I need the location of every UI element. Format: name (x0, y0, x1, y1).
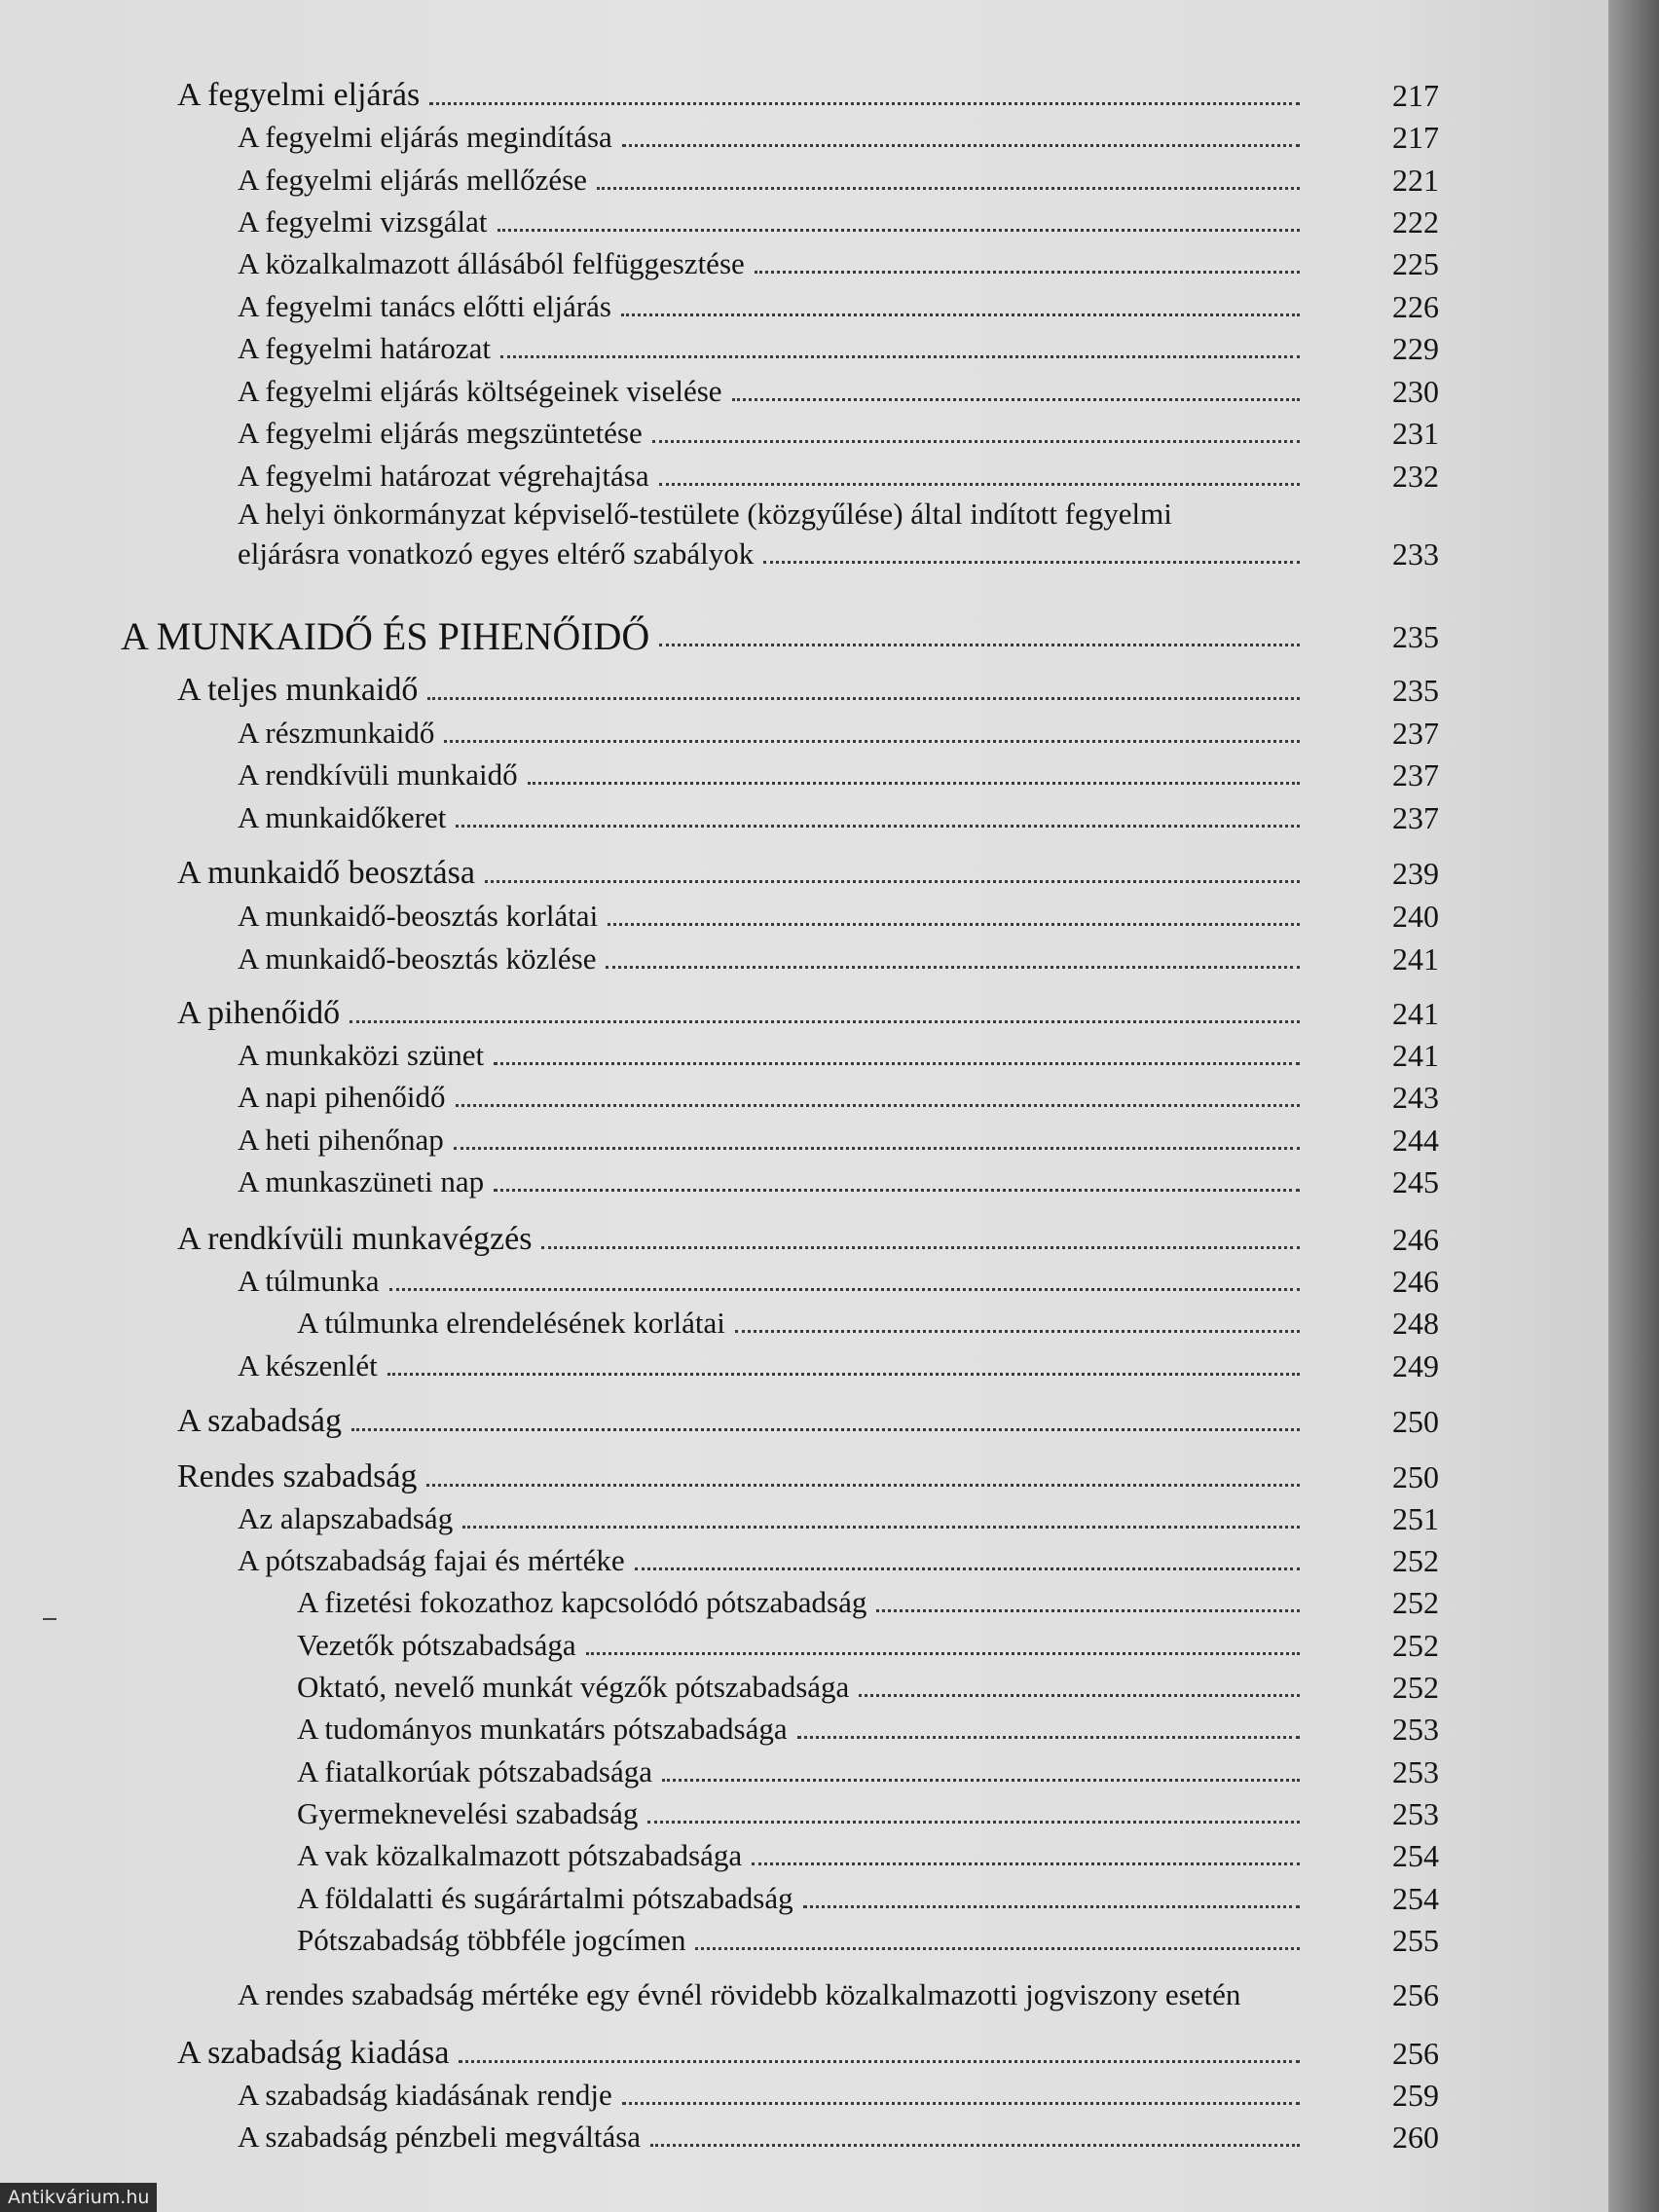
leader-dots (752, 1862, 1300, 1865)
toc-entry-page-number: 226 (1392, 289, 1439, 324)
toc-entry[interactable] (0, 1122, 1608, 1159)
toc-entry[interactable] (0, 1163, 1608, 1200)
leader-dots (456, 1104, 1300, 1107)
toc-entry[interactable] (0, 2119, 1608, 2156)
toc-entry-page-number: 217 (1392, 120, 1439, 155)
page-edge-shadow (1608, 0, 1659, 2212)
toc-entry[interactable] (0, 162, 1608, 199)
toc-entry[interactable] (0, 614, 1608, 658)
toc-entry-title: A munkaidő-beosztás korlátai (238, 899, 599, 933)
toc-entry[interactable] (0, 1627, 1608, 1664)
toc-entry-title: A MUNKAIDŐ ÉS PIHENŐIDŐ (121, 614, 650, 658)
toc-entry-page-number: 239 (1392, 856, 1439, 891)
leader-dots (606, 966, 1300, 969)
toc-entry-page-number: 237 (1392, 800, 1439, 835)
leader-dots (498, 229, 1300, 232)
toc-entry-page-number: 251 (1392, 1501, 1439, 1536)
leader-dots (541, 1246, 1300, 1249)
toc-entry[interactable] (0, 1458, 1608, 1495)
leader-dots (803, 1905, 1300, 1908)
leader-dots (485, 880, 1300, 883)
toc-entry-title: A munkaközi szünet (238, 1038, 485, 1072)
toc-entry[interactable] (0, 1922, 1608, 1959)
toc-entry-title: A földalatti és sugárártalmi pótszabadság (297, 1881, 793, 1915)
toc-entry[interactable] (0, 77, 1608, 114)
toc-entry-title: A tudományos munkatárs pótszabadsága (297, 1712, 788, 1746)
toc-entry-title: A fegyelmi eljárás költségeinek viselése (238, 374, 722, 408)
toc-entry-title: Oktató, nevelő munkát végzők pótszabadsága (297, 1670, 850, 1704)
toc-entry-title: A napi pihenőidő (238, 1080, 446, 1114)
toc-entry-page-number: 248 (1392, 1306, 1439, 1341)
toc-entry-title: A szabadság (177, 1403, 343, 1439)
leader-dots (732, 398, 1300, 401)
toc-entry[interactable] (0, 2077, 1608, 2114)
toc-entry-title: A vak közalkalmazott pótszabadsága (297, 1838, 743, 1872)
toc-entry-title: A munkaszüneti nap (238, 1164, 485, 1198)
leader-dots (650, 2144, 1300, 2147)
toc-entry-page-number: 246 (1392, 1264, 1439, 1299)
toc-entry-title: A fegyelmi határozat (238, 331, 491, 365)
toc-entry[interactable] (0, 330, 1608, 367)
leader-dots (876, 1609, 1300, 1612)
toc-entry-page-number: 260 (1392, 2120, 1439, 2155)
toc-entry-page-number: 259 (1392, 2078, 1439, 2113)
toc-entry-title: A teljes munkaidő (177, 672, 419, 708)
toc-entry-page-number: 256 (1392, 2036, 1439, 2071)
toc-entry-page-number: 222 (1392, 204, 1439, 240)
toc-entry[interactable] (0, 458, 1608, 495)
toc-entry-page-number: 217 (1392, 78, 1439, 113)
toc-entry-page-number: 225 (1392, 246, 1439, 281)
toc-entry-page-number: 255 (1392, 1923, 1439, 1958)
leader-dots (426, 1484, 1300, 1487)
toc-entry-title: A készenlét (238, 1348, 378, 1382)
toc-entry[interactable] (0, 1584, 1608, 1621)
toc-entry-title: A fegyelmi tanács előtti eljárás (238, 289, 611, 323)
toc-entry-page-number: 233 (1392, 536, 1439, 571)
toc-entry[interactable] (0, 535, 1608, 572)
toc-entry-page-number: 231 (1392, 416, 1439, 451)
leader-dots (387, 1373, 1300, 1376)
toc-entry-page-number: 229 (1392, 331, 1439, 366)
toc-entry[interactable] (0, 799, 1608, 836)
leader-dots (622, 144, 1300, 147)
toc-entry[interactable] (0, 415, 1608, 452)
toc-entry-title: A részmunkaidő (238, 716, 435, 750)
leader-dots (454, 1147, 1300, 1150)
toc-entry[interactable] (0, 1669, 1608, 1706)
toc-entry-title: A szabadság kiadásának rendje (238, 2078, 612, 2112)
leader-dots (859, 1694, 1300, 1697)
toc-entry[interactable] (0, 1079, 1608, 1116)
leader-dots (755, 271, 1300, 274)
toc-entry-page-number: 221 (1392, 163, 1439, 198)
leader-dots (462, 1526, 1300, 1529)
toc-entry[interactable] (0, 373, 1608, 410)
toc-entry-page-number: 235 (1392, 619, 1439, 654)
toc-entry-title: A fegyelmi vizsgálat (238, 204, 488, 239)
leader-dots (597, 187, 1300, 190)
toc-entry[interactable] (0, 1263, 1608, 1300)
leader-dots (444, 740, 1300, 743)
toc-entry-page-number: 237 (1392, 757, 1439, 793)
toc-entry-title: A túlmunka (238, 1264, 380, 1298)
toc-entry[interactable] (0, 1795, 1608, 1832)
toc-entry-title: A közalkalmazott állásából felfüggesztése (238, 246, 745, 280)
leader-dots (647, 1821, 1300, 1824)
toc-entry[interactable] (0, 940, 1608, 977)
toc-entry-title: A fegyelmi eljárás (177, 77, 421, 113)
toc-entry[interactable] (0, 1347, 1608, 1384)
toc-entry-page-number: 253 (1392, 1754, 1439, 1789)
leader-dots (621, 313, 1300, 316)
toc-entry-page-number: 254 (1392, 1838, 1439, 1873)
leader-dots (427, 697, 1300, 700)
leader-dots (456, 825, 1300, 828)
toc-entry-title: A rendkívüli munkavégzés (177, 1221, 533, 1257)
leader-dots (659, 644, 1300, 646)
toc-entry-title-cont: eljárásra vonatkozó egyes eltérő szabályok (238, 536, 755, 571)
toc-entry-page-number: 235 (1392, 673, 1439, 708)
toc-entry-page-number: 246 (1392, 1222, 1439, 1257)
toc-entry[interactable] (0, 245, 1608, 282)
toc-entry[interactable] (0, 1500, 1608, 1537)
toc-entry[interactable] (0, 756, 1608, 793)
toc-entry-title: A munkaidőkeret (238, 800, 447, 834)
toc-entry[interactable] (0, 672, 1608, 709)
page-mark (43, 1618, 56, 1620)
leader-dots (797, 1736, 1300, 1739)
toc-entry-page-number: 250 (1392, 1459, 1439, 1494)
leader-dots (662, 1779, 1300, 1782)
toc-entry-title: A pótszabadság fajai és mértéke (238, 1543, 625, 1577)
toc-entry-page-number: 252 (1392, 1670, 1439, 1705)
leader-dots (494, 1062, 1300, 1065)
toc-entry-page-number: 252 (1392, 1628, 1439, 1663)
toc-entry[interactable] (0, 1221, 1608, 1258)
toc-entry-title: A rendkívüli munkaidő (238, 757, 518, 792)
toc-entry-title: Pótszabadság többféle jogcímen (297, 1923, 686, 1957)
toc-entry-page-number: 252 (1392, 1585, 1439, 1620)
toc-entry[interactable] (0, 288, 1608, 325)
leader-dots (635, 1567, 1300, 1570)
leader-dots (735, 1330, 1300, 1333)
toc-entry-page-number: 237 (1392, 716, 1439, 751)
toc-entry-page-number: 253 (1392, 1796, 1439, 1831)
toc-entry[interactable] (0, 1037, 1608, 1074)
watermark: Antikvárium.hu (0, 2183, 157, 2212)
leader-dots (659, 483, 1300, 486)
toc-entry-page-number: 230 (1392, 374, 1439, 409)
toc-entry-title: A túlmunka elrendelésének korlátai (297, 1306, 725, 1340)
toc-entry[interactable] (0, 119, 1608, 156)
toc-entry-title: A fegyelmi eljárás megszüntetése (238, 416, 643, 450)
toc-entry-page-number: 256 (1392, 1977, 1439, 2012)
toc-entry-title: A fiatalkorúak pótszabadsága (297, 1754, 652, 1788)
leader-dots (350, 1020, 1300, 1023)
leader-dots (695, 1947, 1300, 1950)
toc-entry[interactable] (0, 1837, 1608, 1874)
toc-entry-page-number: 241 (1392, 996, 1439, 1031)
toc-entry-title: A helyi önkormányzat képviselő-testülete (közgyűlése) által indított fegyelmi (238, 497, 1172, 531)
leader-dots (622, 2102, 1300, 2105)
toc-entry-page-number: 232 (1392, 459, 1439, 494)
toc-entry-title: A szabadság kiadása (177, 2035, 450, 2071)
toc-entry[interactable] (0, 1753, 1608, 1790)
leader-dots (389, 1288, 1300, 1291)
toc-entry[interactable] (0, 1976, 1608, 2013)
toc-entry-title: A fegyelmi eljárás mellőzése (238, 163, 587, 197)
toc-entry[interactable] (0, 2035, 1608, 2072)
toc-entry[interactable] (0, 1880, 1608, 1917)
toc-entry-title: Gyermeknevelési szabadság (297, 1796, 639, 1830)
toc-entry[interactable] (0, 1542, 1608, 1579)
toc-entry[interactable] (0, 1305, 1608, 1342)
leader-dots (586, 1652, 1300, 1655)
toc-entry-title: Az alapszabadság (238, 1501, 454, 1535)
toc-entry-page-number: 253 (1392, 1712, 1439, 1747)
leader-dots (429, 102, 1300, 105)
toc-entry-title: A pihenőidő (177, 995, 341, 1031)
toc-entry-title: A fegyelmi eljárás megindítása (238, 120, 612, 154)
leader-dots (500, 355, 1300, 358)
toc-entry-title: A fizetési fokozathoz kapcsolódó pótszabadság (297, 1585, 867, 1619)
toc-entry[interactable] (0, 1403, 1608, 1440)
toc-entry-page-number: 244 (1392, 1123, 1439, 1158)
toc-entry-page-number: 243 (1392, 1080, 1439, 1115)
toc-entry-page-number: 240 (1392, 899, 1439, 934)
leader-dots (528, 782, 1300, 785)
toc-entry-title: A fegyelmi határozat végrehajtása (238, 459, 649, 493)
toc-entry[interactable] (0, 715, 1608, 752)
leader-dots (652, 440, 1300, 443)
toc-entry[interactable] (0, 995, 1608, 1032)
toc-entry-title: A rendes szabadság mértéke egy évnél rövidebb közalkalmazotti jogviszony esetén (238, 1977, 1241, 2011)
toc-entry-title: A munkaidő-beosztás közlése (238, 941, 597, 976)
toc-entry-page-number: 250 (1392, 1404, 1439, 1439)
leader-dots (351, 1428, 1300, 1431)
toc-entry-page-number: 245 (1392, 1164, 1439, 1199)
toc-entry-page-number: 241 (1392, 941, 1439, 977)
leader-dots (763, 561, 1300, 564)
toc-entry-title: Vezetők pótszabadsága (297, 1628, 576, 1662)
toc-entry-title: A heti pihenőnap (238, 1123, 444, 1157)
toc-entry[interactable] (0, 1711, 1608, 1748)
toc-entry-page-number: 241 (1392, 1038, 1439, 1073)
leader-dots (459, 2060, 1300, 2063)
leader-dots (608, 923, 1300, 926)
toc-entry-page-number: 249 (1392, 1348, 1439, 1383)
toc-entry[interactable] (0, 855, 1608, 892)
toc-entry-page-number: 254 (1392, 1881, 1439, 1916)
toc-entry-page-number: 252 (1392, 1543, 1439, 1578)
toc-entry-title: Rendes szabadság (177, 1458, 418, 1494)
toc-entry[interactable] (0, 203, 1608, 240)
toc-entry-title: A munkaidő beosztása (177, 855, 475, 891)
toc-entry[interactable] (0, 898, 1608, 935)
leader-dots (494, 1189, 1300, 1192)
toc-entry-title: A szabadság pénzbeli megváltása (238, 2120, 642, 2154)
